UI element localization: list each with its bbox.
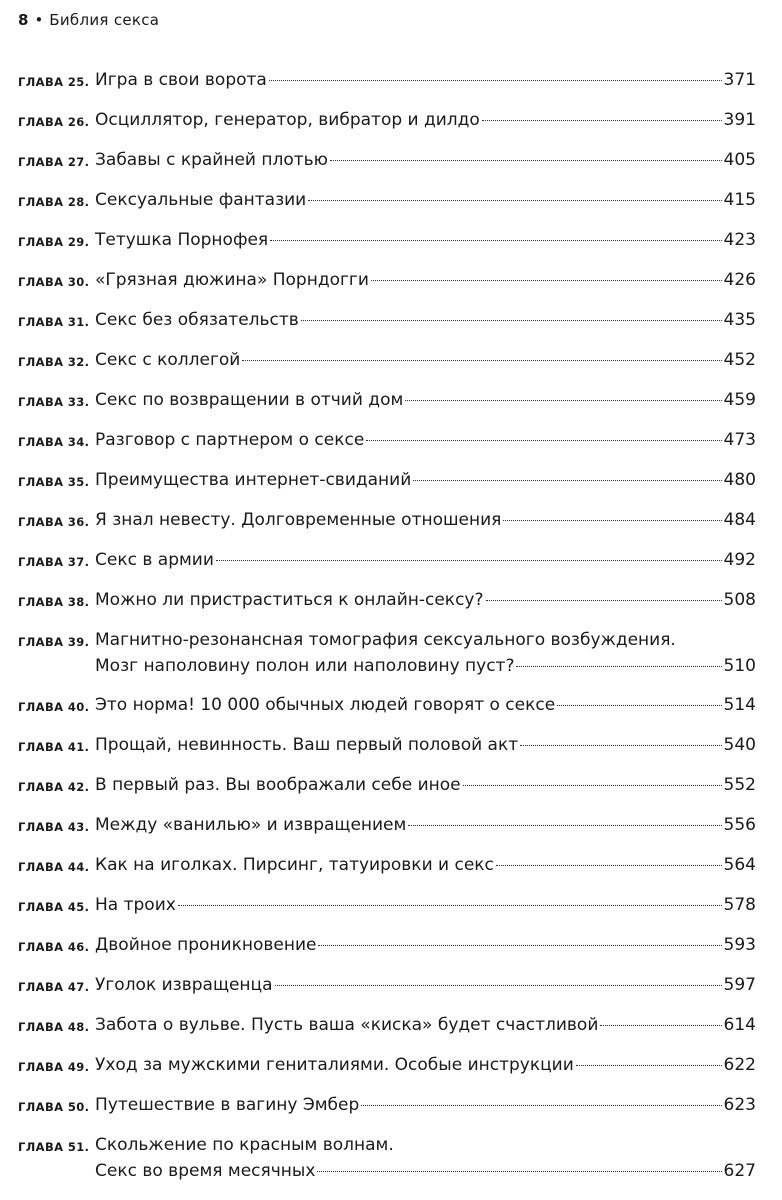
dot-leader [371,280,722,281]
chapter-label: ГЛАВА 39. [18,635,90,649]
toc-entry [18,470,756,493]
chapter-title-line [95,630,756,651]
page-reference: 391 [723,110,756,130]
page-reference: 564 [723,855,756,875]
chapter-body [95,510,756,531]
chapter-title: Как на иголках. Пирсинг, татуировки и секс [95,855,494,875]
toc-entry [18,815,756,838]
page-reference: 510 [723,656,756,676]
dot-leader [270,240,721,241]
toc-entry [18,190,756,213]
chapter-label: ГЛАВА 30. [18,275,90,289]
chapter-label: ГЛАВА 40. [18,700,90,714]
toc-entry [18,550,756,573]
chapter-title: На троих [95,895,176,915]
chapter-title-line [95,975,756,996]
chapter-label: ГЛАВА 44. [18,860,90,874]
dot-leader [463,785,722,786]
chapter-title-line [95,1015,756,1036]
chapter-label: ГЛАВА 45. [18,900,90,914]
chapter-title-line [95,1161,756,1182]
toc-entry [18,110,756,133]
book-title: Библия секса [49,11,160,29]
chapter-label: ГЛАВА 37. [18,555,90,569]
chapter-title: Секс в армии [95,550,214,570]
chapter-label: ГЛАВА 28. [18,195,90,209]
chapter-title-line [95,430,756,451]
chapter-title: Осциллятор, генератор, вибратор и дилдо [95,110,480,130]
toc-entry [18,350,756,373]
toc-entry [18,1055,756,1078]
page-reference: 435 [723,310,756,330]
toc-entry [18,935,756,958]
chapter-title: Уход за мужскими гениталиями. Особые инструкции [95,1055,574,1075]
chapter-label: ГЛАВА 46. [18,940,90,954]
dot-leader [318,945,721,946]
chapter-title-line [95,815,756,836]
chapter-label: ГЛАВА 35. [18,475,90,489]
dot-leader [486,600,722,601]
dot-leader [600,1025,721,1026]
toc-entry [18,1095,756,1118]
page-reference: 415 [723,190,756,210]
chapter-body [95,1055,756,1076]
page-reference: 405 [723,150,756,170]
chapter-title: Тетушка Порнофея [95,230,269,250]
chapter-label: ГЛАВА 27. [18,155,90,169]
chapter-title-line [95,230,756,251]
dot-leader [503,520,721,521]
chapter-label: ГЛАВА 42. [18,780,90,794]
page-reference: 423 [723,230,756,250]
chapter-title-line [95,110,756,131]
chapter-body [95,1135,756,1182]
chapter-title-line [95,150,756,171]
chapter-label: ГЛАВА 51. [18,1140,90,1154]
chapter-label: ГЛАВА 32. [18,355,90,369]
chapter-title-line [95,470,756,491]
toc-entry [18,1015,756,1038]
dot-leader [408,825,721,826]
chapter-body [95,975,756,996]
chapter-title-line [95,270,756,291]
dot-leader [366,440,721,441]
chapter-title: Я знал невесту. Долговременные отношения [95,510,502,530]
chapter-body [95,110,756,131]
chapter-title-line [95,550,756,571]
chapter-title-line [95,310,756,331]
page-reference: 623 [723,1095,756,1115]
dot-leader [405,400,721,401]
page-reference: 614 [723,1015,756,1035]
chapter-title: Преимущества интернет-свиданий [95,470,412,490]
chapter-body [95,735,756,756]
chapter-title-line [95,935,756,956]
dot-leader [269,80,722,81]
chapter-title-line [95,1135,756,1156]
toc-entry [18,270,756,293]
chapter-title: Прощай, невинность. Ваш первый половой акт [95,735,519,755]
page-reference: 597 [723,975,756,995]
dot-leader [520,745,721,746]
page-reference: 552 [723,775,756,795]
page-reference: 622 [723,1055,756,1075]
chapter-body [95,70,756,91]
dot-leader [242,360,721,361]
chapter-title-line [95,1055,756,1076]
chapter-title: Секс по возвращении в отчий дом [95,390,404,410]
chapter-body [95,430,756,451]
dot-leader [330,160,722,161]
chapter-label: ГЛАВА 48. [18,1020,90,1034]
chapter-body [95,470,756,491]
chapter-title-line [95,510,756,531]
chapter-title: «Грязная дюжина» Порндогги [95,270,369,290]
chapter-title: Секс с коллегой [95,350,241,370]
chapter-title-line [95,70,756,91]
dot-leader [216,560,722,561]
chapter-title: Скольжение по красным волнам. [95,1135,394,1155]
toc-entry [18,775,756,798]
toc-entry [18,735,756,758]
chapter-body [95,695,756,716]
dot-leader [413,480,721,481]
page-reference: 480 [723,470,756,490]
toc-entry [18,695,756,718]
dot-leader [557,705,721,706]
toc-entry [18,975,756,998]
page-reference: 452 [723,350,756,370]
dot-leader [361,1105,721,1106]
chapter-body [95,350,756,371]
chapter-body [95,895,756,916]
chapter-label: ГЛАВА 31. [18,315,90,329]
chapter-title: Забота о вульве. Пусть ваша «киска» будет счастливой [95,1015,599,1035]
chapter-label: ГЛАВА 47. [18,980,90,994]
chapter-body [95,190,756,211]
dot-leader [516,666,721,667]
chapter-label: ГЛАВА 25. [18,75,90,89]
page-reference: 514 [723,695,756,715]
toc-entry [18,230,756,253]
toc-entry [18,390,756,413]
chapter-body [95,310,756,331]
chapter-body [95,775,756,796]
chapter-label: ГЛАВА 41. [18,740,90,754]
toc-entry [18,855,756,878]
chapter-label: ГЛАВА 36. [18,515,90,529]
toc-entry [18,895,756,918]
chapter-title: Можно ли пристраститься к онлайн-сексу? [95,590,484,610]
chapter-body [95,1015,756,1036]
dot-leader [482,120,722,121]
toc-entry [18,70,756,93]
chapter-body [95,815,756,836]
chapter-title: Игра в свои ворота [95,70,267,90]
chapter-title: Сексуальные фантазии [95,190,307,210]
chapter-title: Секс без обязательств [95,310,299,330]
chapter-title-line [95,735,756,756]
chapter-title-line [95,656,756,677]
chapter-label: ГЛАВА 50. [18,1100,90,1114]
chapter-title-line [95,390,756,411]
dot-leader [301,320,722,321]
header-bullet: • [34,11,44,29]
page-reference: 627 [723,1161,756,1181]
chapter-body [95,550,756,571]
chapter-label: ГЛАВА 33. [18,395,90,409]
chapter-title-line [95,895,756,916]
toc-entry [18,590,756,613]
toc-entry [18,510,756,533]
toc-entry [18,150,756,173]
dot-leader [317,1171,721,1172]
chapter-title: В первый раз. Вы воображали себе иное [95,775,461,795]
page-reference: 578 [723,895,756,915]
page-reference: 593 [723,935,756,955]
running-header [18,10,159,30]
chapter-title: Забавы с крайней плотью [95,150,328,170]
chapter-title: Мозг наполовину полон или наполовину пуст? [95,656,515,676]
chapter-title: Магнитно-резонансная томография сексуального возбуждения. [95,630,676,650]
page-number: 8 [18,11,29,29]
chapter-title-line [95,190,756,211]
toc-entry [18,1135,756,1182]
chapter-label: ГЛАВА 26. [18,115,90,129]
chapter-title-line [95,350,756,371]
chapter-title: Двойное проникновение [95,935,317,955]
page-reference: 492 [723,550,756,570]
toc-entry [18,430,756,453]
dot-leader [178,905,722,906]
chapter-body [95,855,756,876]
page-reference: 556 [723,815,756,835]
toc-entry [18,310,756,333]
chapter-body [95,935,756,956]
chapter-title-line [95,590,756,611]
page-reference: 426 [723,270,756,290]
chapter-label: ГЛАВА 43. [18,820,90,834]
chapter-label: ГЛАВА 34. [18,435,90,449]
page-reference: 508 [723,590,756,610]
chapter-title-line [95,1095,756,1116]
chapter-title: Это норма! 10 000 обычных людей говорят о сексе [95,695,556,715]
chapter-body [95,150,756,171]
chapter-label: ГЛАВА 49. [18,1060,90,1074]
chapter-label: ГЛАВА 29. [18,235,90,249]
dot-leader [496,865,722,866]
chapter-body [95,1095,756,1116]
chapter-title-line [95,855,756,876]
toc-entry [18,630,756,677]
chapter-label: ГЛАВА 38. [18,595,90,609]
chapter-body [95,390,756,411]
page-reference: 459 [723,390,756,410]
chapter-body [95,590,756,611]
page-reference: 473 [723,430,756,450]
chapter-title: Секс во время месячных [95,1161,316,1181]
dot-leader [275,985,722,986]
chapter-title-line [95,775,756,796]
chapter-body [95,270,756,291]
chapter-body [95,630,756,677]
chapter-title: Путешествие в вагину Эмбер [95,1095,360,1115]
page-reference: 371 [723,70,756,90]
dot-leader [576,1065,722,1066]
chapter-title: Между «ванилью» и извращением [95,815,407,835]
chapter-body [95,230,756,251]
page-reference: 484 [723,510,756,530]
chapter-title-line [95,695,756,716]
dot-leader [308,200,721,201]
table-of-contents [18,70,756,1200]
page-reference: 540 [723,735,756,755]
chapter-title: Уголок извращенца [95,975,273,995]
chapter-title: Разговор с партнером о сексе [95,430,365,450]
